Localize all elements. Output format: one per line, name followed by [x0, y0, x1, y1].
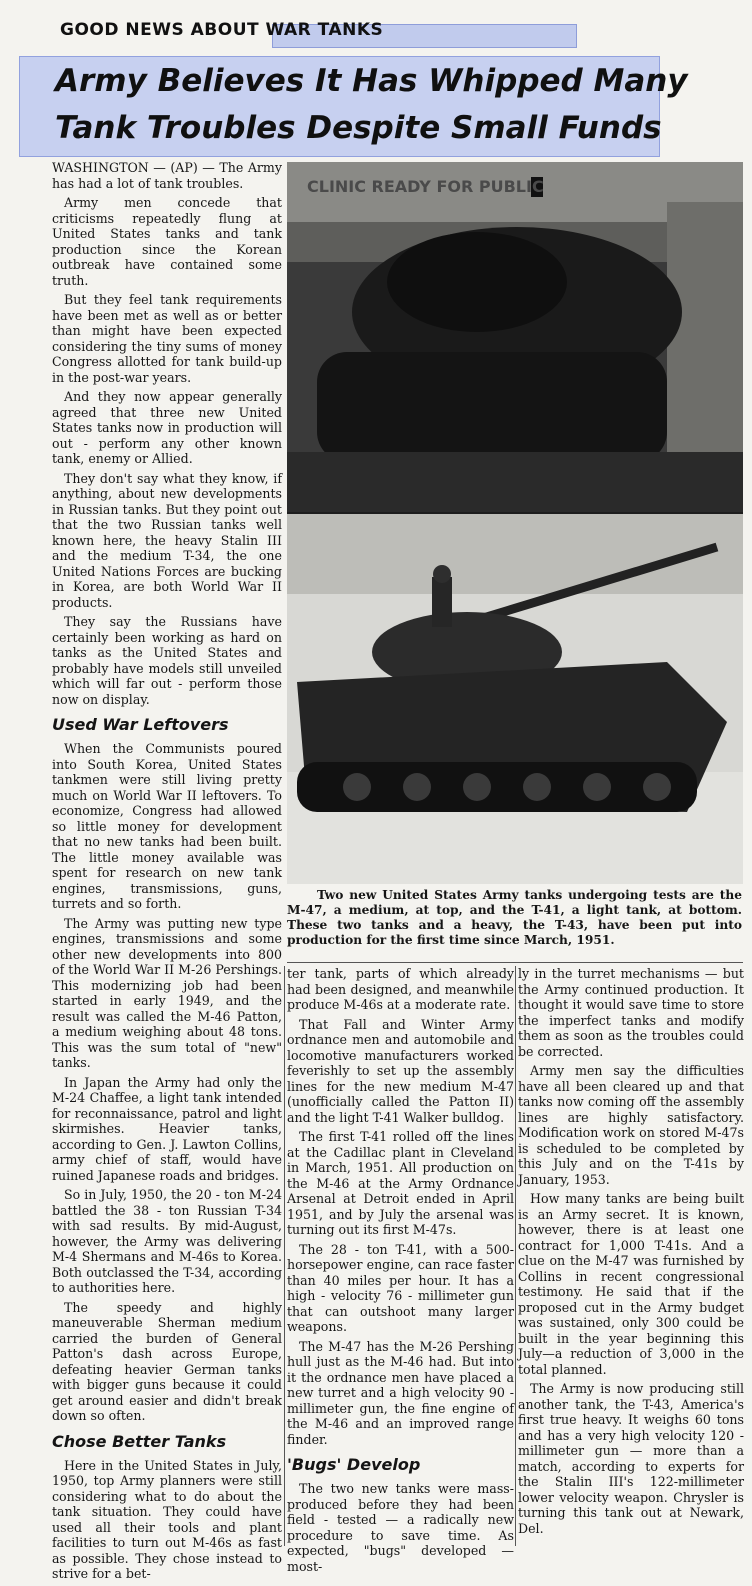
- paragraph: The speedy and highly maneuverable Sherman medium carried the burden of General Patton's dash across Europe, defeating heavier German tanks with bigger guns because it could get around easier and didn't break down so often.: [52, 1299, 282, 1423]
- paragraph: They don't say what they know, if anything, about new developments in Russian tanks. But they point out that the two Russian tanks well known here, the heavy Stalin III and the medium T-34, the one United Nations Forces are bucking in Korea, are both World War II products.: [52, 470, 282, 610]
- paragraph: The M-47 has the M-26 Pershing hull just as the M-46 had. But into it the ordnance men have placed a new turret and a high velocity 90 - millimeter gun, the fine engine of the M-46 and an improved range finder.: [287, 1338, 514, 1447]
- headline: [55, 58, 688, 152]
- subhead-used-war-leftovers: Used War Leftovers: [52, 715, 229, 734]
- paragraph: The two new tanks were mass-produced before they had been field - tested — a radically new procedure to save time. As expected, "bugs" developed — most-: [287, 1481, 514, 1574]
- paragraph: WASHINGTON — (AP) — The Army has had a lot of tank troubles.: [52, 160, 282, 191]
- paragraph: That Fall and Winter Army ordnance men and automobile and locomotive manufacturers worked feverishly to set up the assembly lines for the new medium M-47 (unofficially called the Patton II) and the light T-41 Walker bulldog.: [287, 1016, 514, 1125]
- tank-photo: [287, 162, 743, 884]
- caption-text: Two new United States Army tanks undergoing tests are the M-47, a medium, at top, and the T-41, a light tank, at bottom. These two tanks and a heavy, the T-43, have been put into production for the first time since March, 1951.: [287, 888, 742, 947]
- headline-line-1: Army Believes It Has Whipped Many: [55, 63, 688, 99]
- article-column-1: [52, 160, 282, 1586]
- divider: [287, 962, 743, 963]
- paragraph: They say the Russians have certainly been working as hard on tanks as the United States and probably have models still unveiled which will far out - perform those now on display.: [52, 614, 282, 707]
- paragraph: The 28 - ton T-41, with a 500-horsepower engine, can race faster than 40 miles per hour. It has a high - velocity 76 - millimeter gun that can outshoot many larger weapons.: [287, 1241, 514, 1334]
- photo-top-label: CLINIC READY FOR PUBLIC: [307, 177, 544, 196]
- subhead-chose-better-tanks: Chose Better Tanks: [52, 1431, 227, 1451]
- tank-photo-svg: [287, 162, 743, 884]
- headline-line-2: Tank Troubles Despite Small Funds: [55, 110, 662, 146]
- paragraph: When the Communists poured into South Korea, United States tankmen were still living pretty much on World War II leftovers. To economize, Congress had allowed so little money for development that no new tanks had been built. The little money available was spent for research on new tank engines, transmissions, guns, turrets and so forth.: [52, 741, 282, 911]
- article-column-3: [518, 966, 744, 1540]
- article-column-2: [287, 966, 514, 1578]
- subhead-bugs-develop: 'Bugs' Develop: [287, 1455, 421, 1474]
- paragraph: How many tanks are being built is an Army secret. It is known, however, there is at least one contract for 1,000 T-41s. And a clue on the M-47 was furnished by Collins in recent congressional testimony. He said that if the proposed cut in the Army budget was sustained, only 300 could be built in the year beginning this July—a reduction of 3,000 in the total planned.: [518, 1191, 744, 1377]
- paragraph: Here in the United States in July, 1950, top Army planners were still considering what to do about the tank situation. They could have used all their tools and plant facilities to turn out M-46s as fast as possible. They chose instead to strive for a bet-: [52, 1457, 282, 1581]
- paragraph: So in July, 1950, the 20 - ton M-24 battled the 38 - ton Russian T-34 with sad results. By mid-August, however, the Army was delivering M-4 Shermans and M-46s to Korea. Both outclassed the T-34, according to authorities here.: [52, 1187, 282, 1295]
- paragraph: The Army is now producing still another tank, the T-43, America's first true heavy. It weighs 60 tons and has a very high velocity 120 - millimeter gun — more than a match, according to experts for the Stalin III's 122-millimeter lower velocity weapon. Chrysler is turning this tank out at Newark, Del.: [518, 1381, 744, 1536]
- divider: [515, 966, 516, 1546]
- photo-caption: [287, 888, 742, 948]
- paragraph: ly in the turret mechanisms — but the Army continued production. It thought it would save time to store the imperfect tanks and modify them as soon as the troubles could be corrected.: [518, 966, 744, 1059]
- paragraph: ter tank, parts of which already had been designed, and meanwhile produce M-46s at a moderate rate.: [287, 966, 514, 1012]
- divider: [284, 966, 285, 1546]
- paragraph: And they now appear generally agreed that three new United States tanks now in production will out - perform any other known tank, enemy or Allied.: [52, 389, 282, 466]
- kicker: [60, 20, 383, 40]
- paragraph: Army men concede that criticisms repeatedly flung at United States tanks and tank production since the Korean outbreak have contained some truth.: [52, 195, 282, 288]
- paragraph: The first T-41 rolled off the lines at the Cadillac plant in Cleveland in March, 1951. All production on the M-46 at the Army Ordnance Arsenal at Detroit ended in April 1951, and by July the arsenal was turning out its first M-47s.: [287, 1129, 514, 1237]
- paragraph: But they feel tank requirements have been met as well as or better than might have been expected considering the tiny sums of money Congress allotted for tank build-up in the post-war years.: [52, 292, 282, 385]
- tank-m47-photo-icon: [287, 162, 743, 512]
- paragraph: In Japan the Army had only the M-24 Chaffee, a light tank intended for reconnaissance, patrol and light skirmishes. Heavier tanks, according to Gen. J. Lawton Collins, army chief of staff, would have ruined Japanese roads and bridges.: [52, 1074, 282, 1183]
- kicker-text-b: WAR TANKS: [265, 20, 384, 40]
- paragraph: Army men say the difficulties have all been cleared up and that tanks now coming off the assembly lines are highly satisfactory. Modification work on stored M-47s is scheduled to be completed by this July and on the T-41s by January, 1953.: [518, 1063, 744, 1187]
- kicker-text-a: GOOD NEWS ABOUT: [60, 20, 260, 40]
- paragraph: The Army was putting new type engines, transmissions and some other new developments into 800 of the World War II M-26 Pershings. This modernizing job had been started in early 1949, and the result was called the M-46 Patton, a medium weighing about 48 tons. This was the sum total of "new" tanks.: [52, 915, 282, 1070]
- tank-t41-photo-icon: [287, 514, 743, 884]
